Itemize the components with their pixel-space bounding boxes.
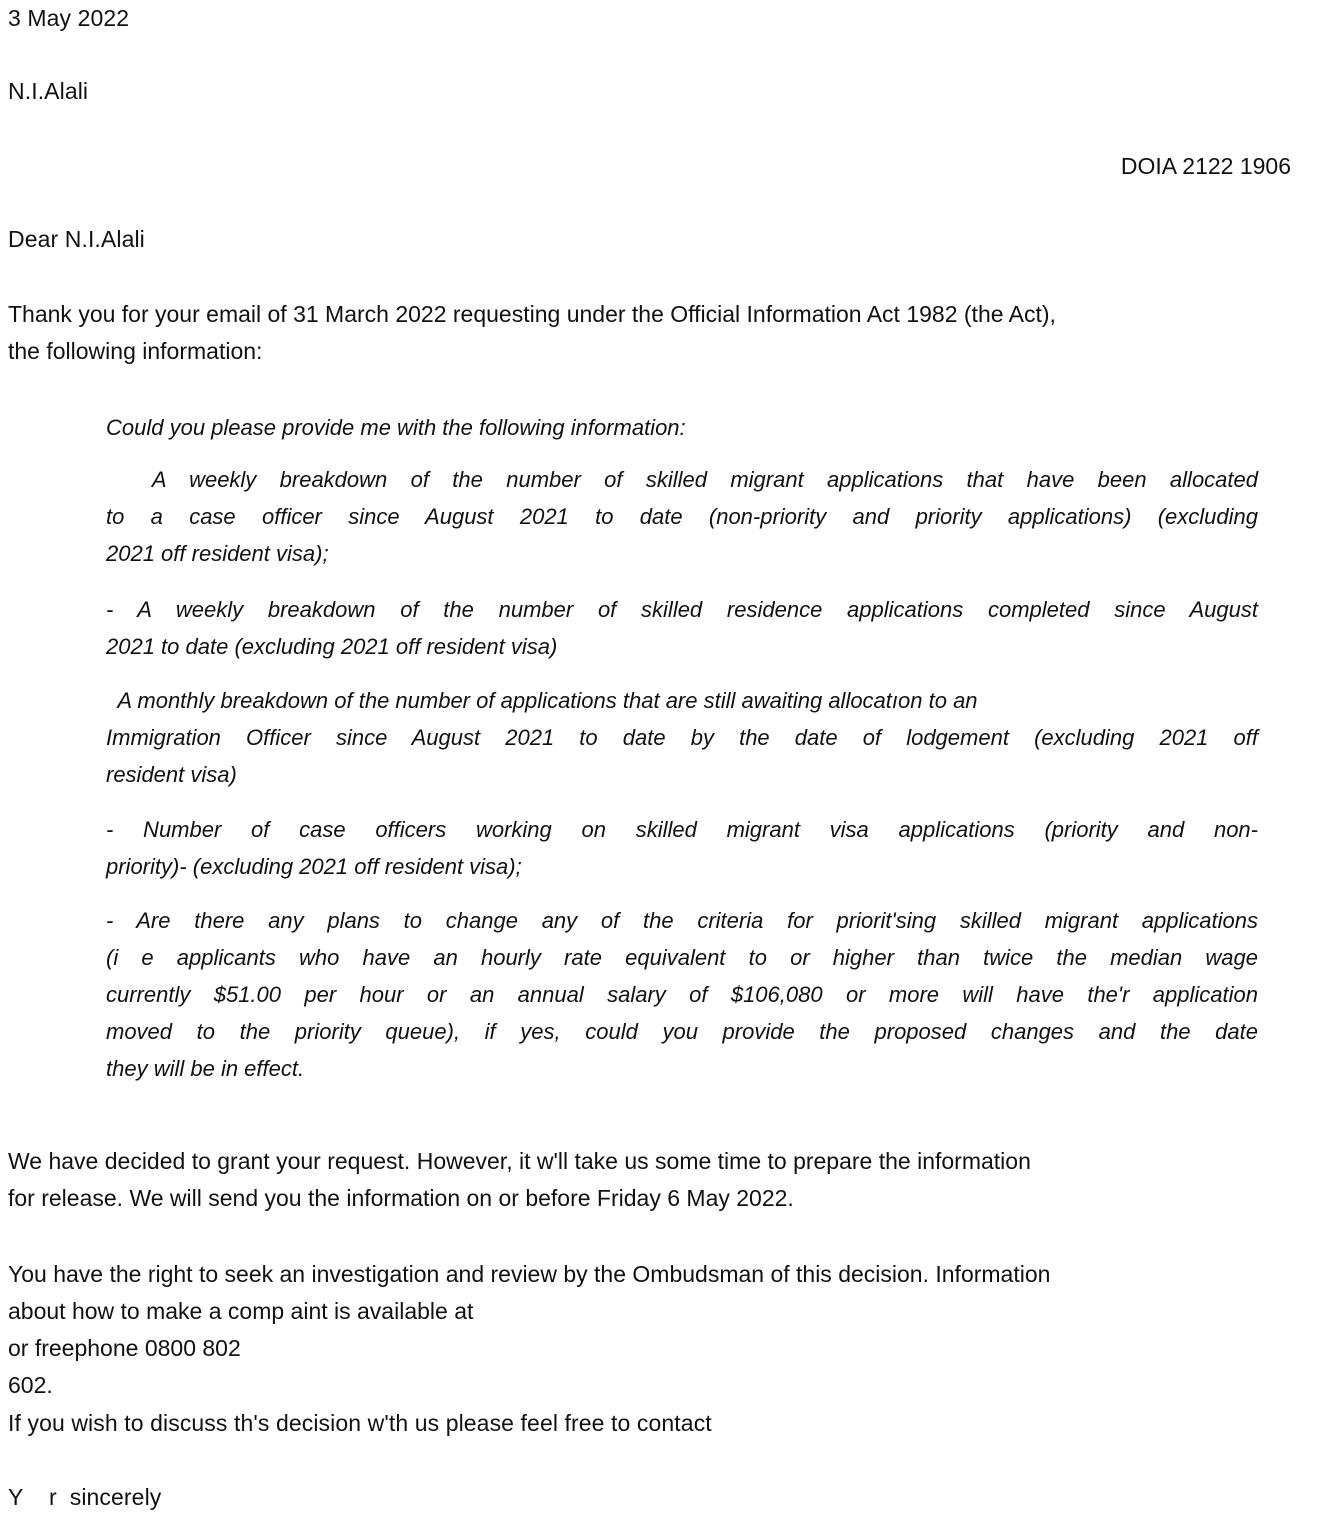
ombudsman-line: You have the right to seek an investigation and review by the Ombudsman of this decision. Information xyxy=(8,1261,1051,1287)
request-line: 2021 off resident visa); xyxy=(106,541,329,566)
request-line: (i e applicants who have an hourly rate equivalent to or higher than twice the median wage xyxy=(106,945,1258,970)
request-line: currently $51.00 per hour or an annual salary of $106,080 or more will have the'r application xyxy=(106,982,1258,1007)
request-intro: Could you please provide me with the following information: xyxy=(106,415,686,440)
request-item-case-officers xyxy=(106,811,1258,885)
ombudsman-line-2-start: about how to make a comp aint is available at xyxy=(8,1298,474,1324)
request-line: they will be in effect. xyxy=(106,1056,305,1081)
intro-line: the following information: xyxy=(8,338,263,364)
request-line: priority)- (excluding 2021 off resident visa); xyxy=(106,854,522,879)
decision-line: for release. We will send you the information on or before Friday 6 May 2022. xyxy=(8,1185,794,1211)
request-line: Immigration Officer since August 2021 to date by the date of lodgement (excluding 2021 off xyxy=(106,725,1258,750)
salutation: Dear N.I.Alali xyxy=(8,226,145,252)
request-line: - Number of case officers working on skilled migrant visa applications (priority and non- xyxy=(106,817,1258,842)
request-item-allocated xyxy=(106,461,1258,572)
ombudsman-line-2-end: or freephone 0800 802 xyxy=(8,1335,241,1361)
intro-paragraph xyxy=(8,296,1318,370)
request-line: to a case officer since August 2021 to date (non-priority and priority applications) (excluding xyxy=(106,504,1258,529)
contact-line: If you wish to discuss th's decision w'th us please feel free to contact xyxy=(8,1410,712,1436)
ombudsman-line: 602. xyxy=(8,1372,53,1398)
decision-paragraph xyxy=(8,1143,1318,1217)
request-line: - Are there any plans to change any of the criteria for priorit'sing skilled migrant applications xyxy=(106,908,1258,933)
request-line: A weekly breakdown of the number of skilled migrant applications that have been allocated xyxy=(106,467,1258,492)
request-line: A monthly breakdown of the number of applications that are still awaiting allocatıon to an xyxy=(106,688,978,713)
reference-number: DOIA 2122 1906 xyxy=(1120,153,1291,179)
decision-line: We have decided to grant your request. However, it w'll take us some time to prepare the information xyxy=(8,1148,1031,1174)
request-line: moved to the priority queue), if yes, could you provide the proposed changes and the date xyxy=(106,1019,1258,1044)
request-item-criteria xyxy=(106,902,1258,1087)
request-line: 2021 to date (excluding 2021 off resident visa) xyxy=(106,634,558,659)
request-item-awaiting xyxy=(106,682,1258,793)
recipient-name: N.I.Alali xyxy=(8,78,89,104)
request-line: resident visa) xyxy=(106,762,237,787)
letter-date: 3 May 2022 xyxy=(8,5,130,31)
ombudsman-line-2 xyxy=(8,1293,1318,1367)
request-item-completed xyxy=(106,591,1258,665)
signoff: Y r sincerely xyxy=(8,1484,162,1510)
request-line: - A weekly breakdown of the number of skilled residence applications completed since August xyxy=(106,597,1258,622)
ombudsman-paragraph xyxy=(8,1256,1318,1404)
intro-line: Thank you for your email of 31 March 2022 requesting under the Official Information Act 1982 (the Act), xyxy=(8,301,1056,327)
